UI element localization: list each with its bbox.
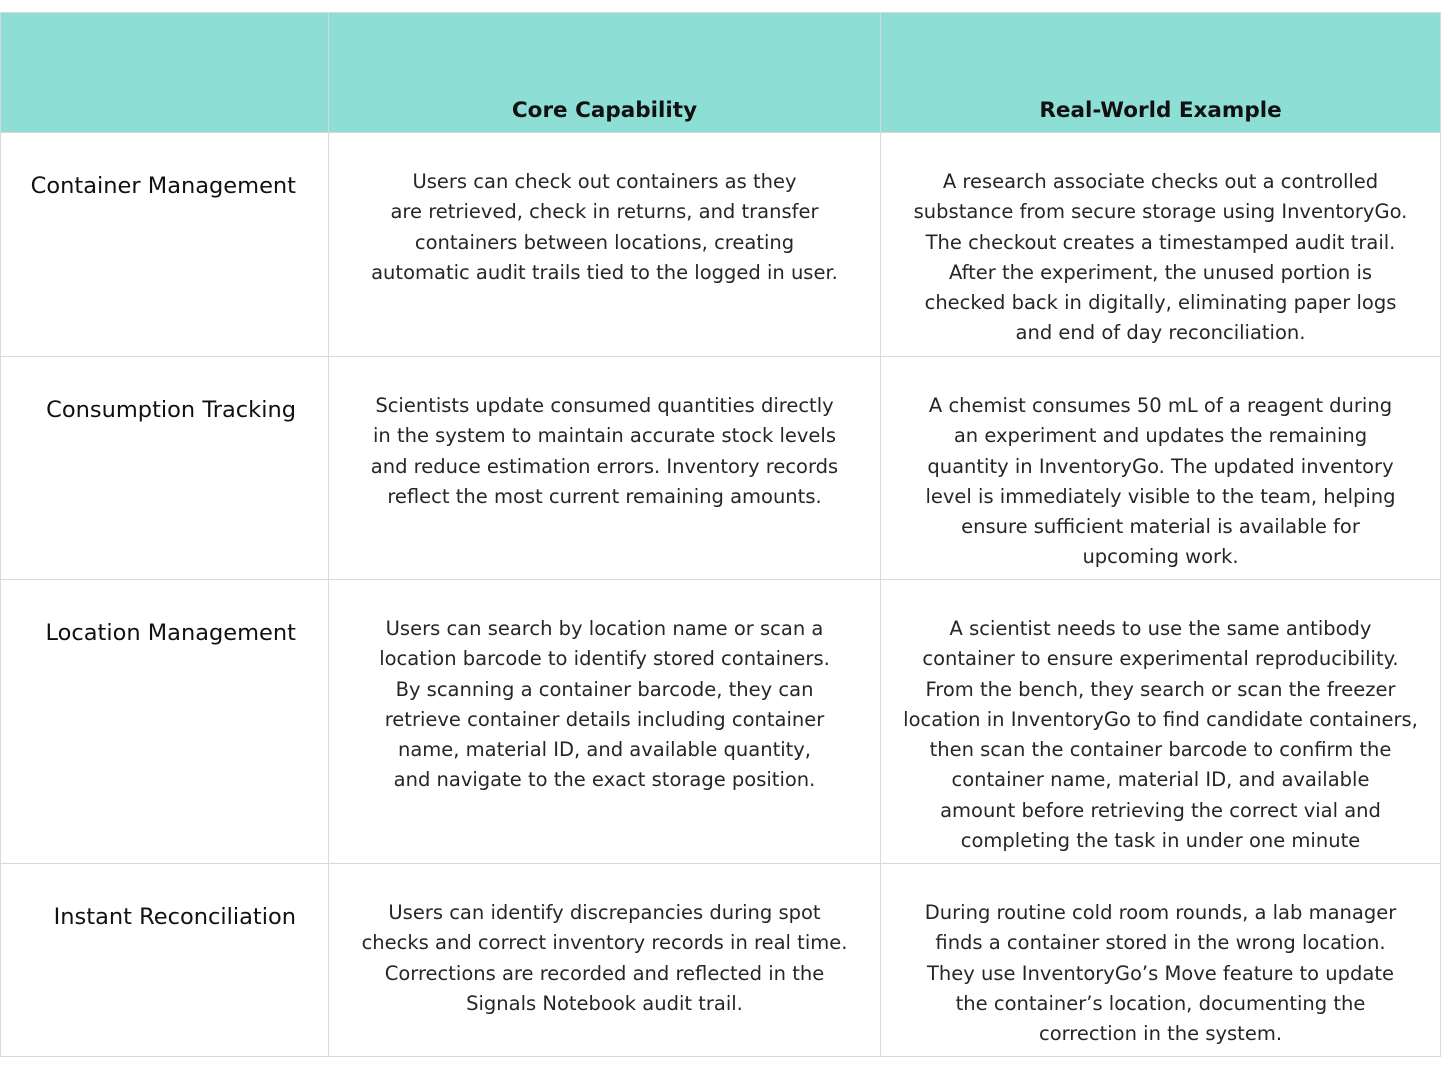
text-line: By scanning a container barcode, they can [395,677,814,701]
real-world-example-cell [881,580,1441,864]
text-line: Users can search by location name or scan a [385,617,824,640]
text-line: container name, material ID, and available [951,768,1370,792]
text-line: During routine cold room rounds, a lab manager [924,901,1397,924]
table-row [1,357,1441,580]
text-line: substance from secure storage using InventoryGo. [913,200,1408,224]
text-line: quantity in InventoryGo. The updated inventory [927,454,1394,478]
text-line: containers between locations, creating [414,230,795,254]
text-line: container to ensure experimental reproducibility. [922,647,1399,671]
text-line: checked back in digitally, eliminating paper logs [924,291,1397,315]
text-line: the container’s location, documenting the [955,991,1366,1015]
text-line: finds a container stored in the wrong location. [935,931,1386,955]
text-line: name, material ID, and available quantity, [397,738,812,762]
text-line: reflect the most current remaining amounts. [387,484,822,508]
text-line: A scientist needs to use the same antibody [949,617,1372,640]
real-world-example-cell [881,133,1441,357]
table-row [1,580,1441,864]
core-capability-cell [329,357,881,580]
text-line: automatic audit trails tied to the logged in user. [371,260,838,284]
text-line: location barcode to identify stored containers. [379,647,830,671]
header-row [1,13,1441,133]
row-heading: Location Management [1,580,329,864]
text-line: Users can check out containers as they [412,170,797,193]
header-empty-cell [1,13,329,133]
row-heading: Consumption Tracking [1,357,329,580]
core-capability-cell [329,580,881,864]
text-line: and end of day reconciliation. [1015,321,1306,345]
text-line: They use InventoryGo’s Move feature to update [926,961,1395,985]
text-line: are retrieved, check in returns, and transfer [390,200,819,224]
text-line: and navigate to the exact storage position. [393,768,816,792]
row-heading: Container Management [1,133,329,357]
table-body [1,133,1441,1057]
table-row [1,133,1441,357]
header-core-capability: Core Capability [329,13,881,133]
text-line: From the bench, they search or scan the freezer [925,677,1396,701]
text-line: upcoming work. [1082,545,1239,569]
text-line: The checkout creates a timestamped audit trail. [925,230,1396,254]
header-real-world-example: Real-World Example [881,13,1441,133]
capabilities-table [0,12,1441,1057]
text-line: Signals Notebook audit trail. [466,991,743,1015]
table-row [1,864,1441,1057]
text-line: Corrections are recorded and reflected in the [384,961,825,985]
text-line: Scientists update consumed quantities directly [375,394,834,417]
row-heading: Instant Reconciliation [1,864,329,1057]
text-line: completing the task in under one minute [960,829,1361,853]
text-line: an experiment and updates the remaining [953,424,1368,448]
text-line: After the experiment, the unused portion is [948,260,1373,284]
text-line: location in InventoryGo to find candidate containers, [903,707,1418,731]
text-line: and reduce estimation errors. Inventory records [370,454,839,478]
core-capability-cell [329,864,881,1057]
text-line: correction in the system. [1038,1022,1283,1046]
text-line: ensure sufficient material is available for [961,515,1360,539]
text-line: A chemist consumes 50 mL of a reagent during [928,394,1393,417]
text-line: level is immediately visible to the team, helping [925,484,1396,508]
real-world-example-cell [881,357,1441,580]
text-line: in the system to maintain accurate stock levels [373,424,836,448]
text-line: Users can identify discrepancies during spot [388,901,821,924]
text-line: A research associate checks out a controlled [942,170,1379,193]
text-line: then scan the container barcode to confirm the [929,738,1392,762]
text-line: amount before retrieving the correct vial and [940,798,1381,822]
text-line: checks and correct inventory records in real time. [361,931,848,955]
text-line: retrieve container details including container [384,707,825,731]
core-capability-cell [329,133,881,357]
real-world-example-cell [881,864,1441,1057]
